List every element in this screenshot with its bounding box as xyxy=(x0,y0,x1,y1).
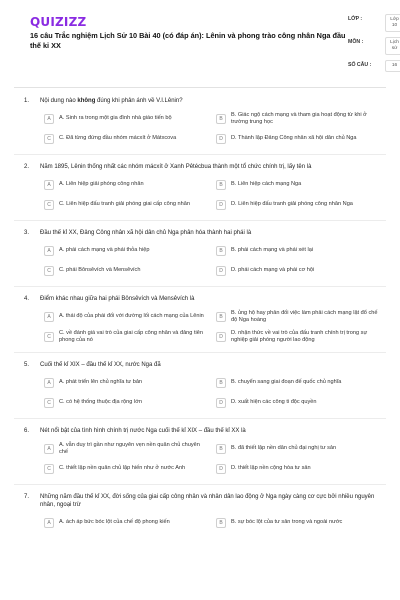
question-text-part: Những năm đầu thế kỉ XX, đời sống của giai cấp công nhân và nhân dân lao động ở Nga ngày càng cơ cực bởi nhiều nguyên nhân, ngoại trừ xyxy=(40,494,375,508)
option-text: D. phái cách mạng và phái cơ hội xyxy=(231,267,315,274)
question-number: 5. xyxy=(24,362,30,368)
question-number: 2. xyxy=(24,164,30,170)
answer-option[interactable] xyxy=(216,111,380,127)
option-letter-box[interactable]: A xyxy=(44,180,54,190)
option-letter-box[interactable]: B xyxy=(216,246,226,256)
option-text: D. Thành lập Đảng Công nhân xã hội dân chủ Nga xyxy=(231,135,357,142)
answer-option[interactable] xyxy=(44,243,208,259)
question-text-part: Nội dung nào xyxy=(40,98,78,104)
meta-value: Lịch sử xyxy=(385,37,400,55)
option-text: B. Liên hiệp cách mạng Nga xyxy=(231,181,302,188)
question-divider xyxy=(14,154,386,155)
meta-value: 16 xyxy=(385,60,400,72)
question-text xyxy=(40,295,194,303)
worksheet-title: 16 câu Trắc nghiệm Lịch Sử 10 Bài 40 (có đáp án): Lênin và phong trào công nhân Nga đầu thế kỉ XX xyxy=(30,31,346,50)
question-number: 7. xyxy=(24,494,30,500)
option-letter-box[interactable]: D xyxy=(216,332,226,342)
worksheet-meta xyxy=(348,14,400,77)
question-heading xyxy=(24,295,386,303)
option-text: C. Đã từng đứng đầu nhóm mácxít ở Mátxcova xyxy=(59,135,177,142)
answer-options xyxy=(44,111,380,147)
answer-options xyxy=(44,309,380,345)
answer-option[interactable] xyxy=(216,177,380,193)
question-divider xyxy=(14,286,386,287)
question-heading xyxy=(24,163,386,171)
option-letter-box[interactable]: D xyxy=(216,398,226,408)
answer-option[interactable] xyxy=(216,309,380,325)
answer-option[interactable] xyxy=(216,515,380,531)
question-text-part: Điểm khác nhau giữa hai phái Bônsêvích và Mensêvích là xyxy=(40,296,195,302)
answer-option[interactable] xyxy=(44,375,208,391)
answer-option[interactable] xyxy=(216,395,380,411)
question-divider xyxy=(14,484,386,485)
option-letter-box[interactable]: A xyxy=(44,444,54,454)
answer-option[interactable] xyxy=(216,197,380,213)
question-item xyxy=(24,229,386,279)
answer-option[interactable] xyxy=(216,131,380,147)
worksheet-header xyxy=(14,0,399,88)
question-number: 6. xyxy=(24,428,30,434)
option-text: B. Giác ngộ cách mạng và tham gia hoạt động từ khi ở trường trung học xyxy=(231,111,367,125)
question-item xyxy=(24,163,386,213)
option-text: A. phái cách mạng và phái thỏa hiệp xyxy=(59,247,150,254)
question-item xyxy=(24,97,386,147)
option-text: A. ách áp bức bóc lột của chế độ phong kiến xyxy=(59,519,170,526)
option-letter-box[interactable]: A xyxy=(44,114,54,124)
option-text: D. Liên hiệp đấu tranh giải phóng công nhân Nga xyxy=(231,201,353,208)
question-item xyxy=(24,427,386,477)
option-letter-box[interactable]: B xyxy=(216,180,226,190)
option-text: D. nhận thức về vai trò của đấu tranh chính trị trong sự nghiệp giải phóng người lao động xyxy=(231,329,368,343)
option-letter-box[interactable]: B xyxy=(216,378,226,388)
option-text: A. Liên hiệp giải phóng công nhân xyxy=(59,181,144,188)
answer-options xyxy=(44,515,380,531)
option-letter-box[interactable]: B xyxy=(216,312,226,322)
option-text: D. xuất hiện các công ti độc quyền xyxy=(231,399,317,406)
option-letter-box[interactable]: B xyxy=(216,114,226,124)
option-letter-box[interactable]: B xyxy=(216,518,226,528)
question-text xyxy=(40,97,183,105)
answer-option[interactable] xyxy=(44,395,208,411)
option-letter-box[interactable]: A xyxy=(44,378,54,388)
answer-option[interactable] xyxy=(44,309,208,325)
option-text: A. phát triển lên chủ nghĩa tư bản xyxy=(59,379,143,386)
meta-label: MÔN : xyxy=(348,39,364,45)
option-text: A. Sinh ra trong một gia đình nhà giáo tiến bộ xyxy=(59,115,172,122)
option-letter-box[interactable]: D xyxy=(216,464,226,474)
answer-option[interactable] xyxy=(44,263,208,279)
answer-option[interactable] xyxy=(44,177,208,193)
question-text xyxy=(40,427,246,435)
option-text: B. sự bóc lột của tư sản trong và ngoài nước xyxy=(231,519,343,526)
answer-options xyxy=(44,243,380,279)
option-text: D. thiết lập nền cộng hòa tư sản xyxy=(231,465,311,472)
option-letter-box[interactable]: C xyxy=(44,134,54,144)
question-text-part: Đầu thế kỉ XX, Đảng Công nhân xã hội dân chủ Nga phân hóa thành hai phái là xyxy=(40,230,252,236)
question-text xyxy=(40,229,251,237)
option-letter-box[interactable]: B xyxy=(216,444,226,454)
answer-option[interactable] xyxy=(44,515,208,531)
option-letter-box[interactable]: C xyxy=(44,398,54,408)
question-text-part: Năm 1895, Lênin thống nhất các nhóm mácxít ở Xanh Pêtécbua thành một tổ chức chính trị, lấy tên là xyxy=(40,164,312,170)
question-item xyxy=(24,295,386,345)
option-letter-box[interactable]: C xyxy=(44,266,54,276)
question-list xyxy=(14,88,386,531)
answer-option[interactable] xyxy=(44,329,208,345)
option-text: B. ủng hộ hay phản đối việc làm phải cách mạng lật đổ chế độ Nga hoàng xyxy=(231,309,378,323)
option-text: C. có hệ thống thuộc địa rộng lớn xyxy=(59,399,142,406)
question-emphasis: không xyxy=(77,98,96,104)
answer-option[interactable] xyxy=(216,263,380,279)
option-letter-box[interactable]: A xyxy=(44,312,54,322)
answer-option[interactable] xyxy=(44,131,208,147)
option-letter-box[interactable]: A xyxy=(44,518,54,528)
option-letter-box[interactable]: D xyxy=(216,134,226,144)
option-text: C. Liên hiệp đấu tranh giải phóng giai cấp công nhân xyxy=(59,201,190,208)
option-text: B. đã thiết lập nền dân chủ đại nghị tư sản xyxy=(231,445,337,452)
option-text: C. phái Bônsêvích và Mensêvích xyxy=(59,267,141,274)
answer-option[interactable] xyxy=(216,329,380,345)
option-text: B. chuyển sang giai đoạn đế quốc chủ nghĩa xyxy=(231,379,342,386)
question-divider xyxy=(14,352,386,353)
question-divider xyxy=(14,220,386,221)
question-text xyxy=(40,163,311,171)
answer-option[interactable] xyxy=(216,461,380,477)
answer-option[interactable] xyxy=(44,441,208,457)
answer-option[interactable] xyxy=(216,375,380,391)
option-letter-box[interactable]: D xyxy=(216,200,226,210)
answer-option[interactable] xyxy=(44,197,208,213)
answer-options xyxy=(44,441,380,477)
question-heading xyxy=(24,361,386,369)
question-item xyxy=(24,361,386,411)
answer-options xyxy=(44,177,380,213)
question-text xyxy=(40,361,161,369)
question-number: 1. xyxy=(24,98,30,104)
question-heading xyxy=(24,427,386,435)
question-number: 4. xyxy=(24,296,30,302)
question-heading xyxy=(24,97,386,105)
question-text-part: Nét nổi bật của tình hình chính trị nước Nga cuối thế kỉ XIX – đầu thế kỉ XX là xyxy=(40,428,246,434)
option-text: C. thiết lập nền quân chủ lập hiến như ở nước Anh xyxy=(59,465,186,472)
answer-option[interactable] xyxy=(44,461,208,477)
meta-grade xyxy=(348,14,400,32)
option-text: A. vẫn duy trì gần như nguyên vẹn nền quân chủ chuyên chế xyxy=(59,441,200,455)
answer-option[interactable] xyxy=(216,441,380,457)
question-text-part: đúng khi phản ánh về V.I.Lênin? xyxy=(95,98,183,104)
question-number: 3. xyxy=(24,230,30,236)
answer-options xyxy=(44,375,380,411)
question-item xyxy=(24,493,386,531)
question-heading xyxy=(24,493,386,509)
answer-option[interactable] xyxy=(216,243,380,259)
option-letter-box[interactable]: C xyxy=(44,464,54,474)
option-letter-box[interactable]: C xyxy=(44,200,54,210)
option-text: B. phái cách mạng và phái xét lại xyxy=(231,247,314,254)
option-letter-box[interactable]: C xyxy=(44,332,54,342)
option-letter-box[interactable]: A xyxy=(44,246,54,256)
question-text xyxy=(40,493,386,509)
meta-label: SỐ CÂU : xyxy=(348,62,372,68)
quizizz-logo[interactable]: QUIZIZZ xyxy=(30,15,87,29)
option-letter-box[interactable]: D xyxy=(216,266,226,276)
option-text: C. về đánh giá vai trò của giai cấp công nhân và đảng tiên phong của nó xyxy=(59,329,203,343)
meta-value: Lớp 10 xyxy=(385,14,400,32)
answer-option[interactable] xyxy=(44,111,208,127)
meta-label: LỚP : xyxy=(348,16,363,22)
question-text-part: Cuối thế kỉ XIX – đầu thế kỉ XX, nước Nga đã xyxy=(40,362,161,368)
meta-question-count xyxy=(348,60,400,72)
option-text: A. thái độ của phái đối với đường lối cách mạng của Lênin xyxy=(59,313,204,320)
question-heading xyxy=(24,229,386,237)
meta-subject xyxy=(348,37,400,55)
question-divider xyxy=(14,418,386,419)
